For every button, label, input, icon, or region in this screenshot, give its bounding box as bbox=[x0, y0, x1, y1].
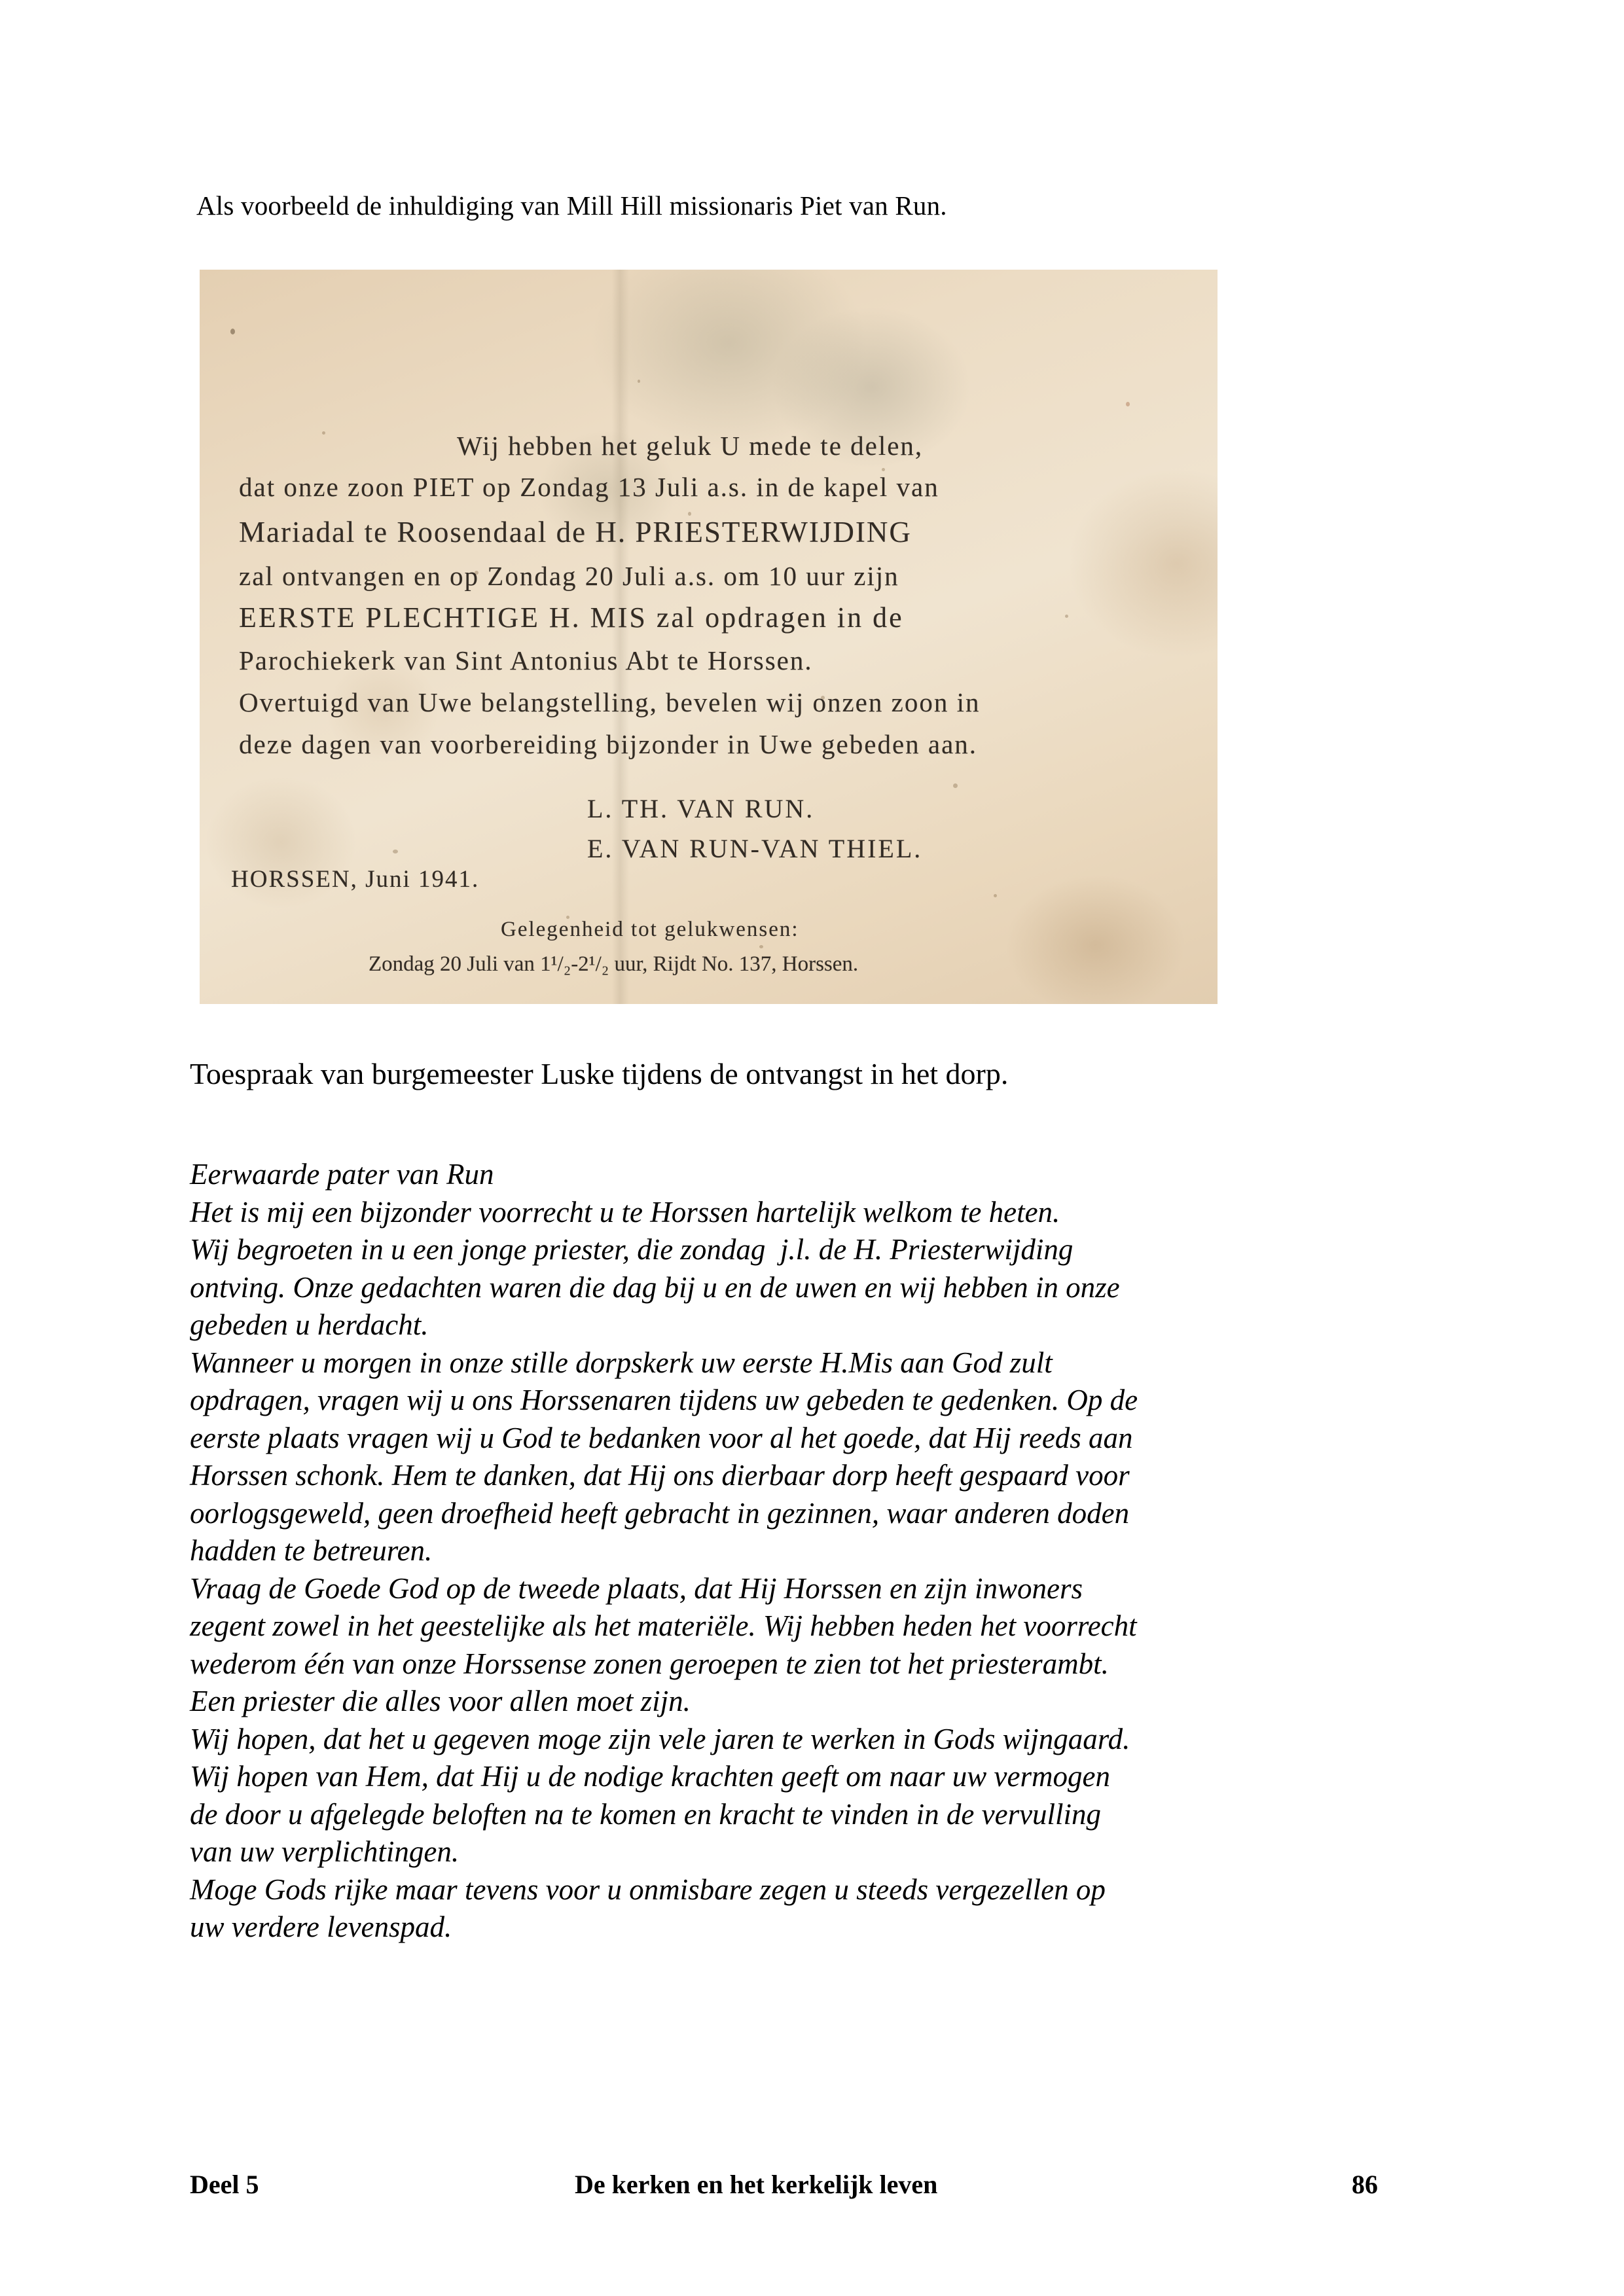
speech-line: Het is mij een bijzonder voorrecht u te Horssen hartelijk welkom te heten. bbox=[190, 1195, 1060, 1229]
ordination-invitation-card-image bbox=[200, 270, 1218, 1004]
speech-line: wederom één van onze Horssense zonen geroepen te zien tot het priesterambt. bbox=[190, 1647, 1109, 1680]
speech-line: zegent zowel in het geestelijke als het materiële. Wij hebben heden het voorrecht bbox=[190, 1609, 1137, 1642]
speech-line: oorlogsgeweld, geen droefheid heeft gebracht in gezinnen, waar anderen doden bbox=[190, 1496, 1130, 1530]
card-line-7: Overtuigd van Uwe belangstelling, bevelen wij onzen zoon in bbox=[239, 687, 981, 717]
speech-line: Horssen schonk. Hem te danken, dat Hij ons dierbaar dorp heeft gespaard voor bbox=[190, 1459, 1130, 1492]
card-line-5: EERSTE PLECHTIGE H. MIS zal opdragen in de bbox=[239, 601, 904, 634]
speech-heading: Toespraak van burgemeester Luske tijdens de ontvangst in het dorp. bbox=[190, 1057, 1009, 1090]
speech-line: Eerwaarde pater van Run bbox=[190, 1158, 494, 1191]
speech-line: Vraag de Goede God op de tweede plaats, dat Hij Horssen en zijn inwoners bbox=[190, 1571, 1083, 1605]
speech-body bbox=[190, 1156, 1303, 1946]
card-line-6: Parochiekerk van Sint Antonius Abt te Horssen. bbox=[239, 645, 813, 675]
speech-line: eerste plaats vragen wij u God te bedanken voor al het goede, dat Hij reeds aan bbox=[190, 1421, 1133, 1454]
footer-chapter-title: De kerken en het kerkelijk leven bbox=[575, 2170, 938, 2199]
footer-page-number: 86 bbox=[1352, 2170, 1378, 2199]
intro-line: Als voorbeeld de inhuldiging van Mill Hill missionaris Piet van Run. bbox=[196, 190, 947, 221]
card-congrats-details: Zondag 20 Juli van 1¹/₂-2¹/₂ uur, Rijdt No. 137, Horssen. bbox=[369, 952, 859, 976]
card-congrats-label: Gelegenheid tot gelukwensen: bbox=[501, 918, 799, 941]
card-signature-mother: E. VAN RUN-VAN THIEL. bbox=[587, 834, 923, 863]
card-line-8: deze dagen van voorbereiding bijzonder in Uwe gebeden aan. bbox=[239, 729, 978, 759]
page-footer bbox=[190, 2169, 1434, 2208]
speech-line: opdragen, vragen wij u ons Horssenaren tijdens uw gebeden te gedenken. Op de bbox=[190, 1384, 1138, 1416]
speech-line: Wanneer u morgen in onze stille dorpskerk uw eerste H.Mis aan God zult bbox=[190, 1346, 1053, 1379]
card-line-3: Mariadal te Roosendaal de H. PRIESTERWIJDING bbox=[239, 516, 912, 548]
card-place-date: HORSSEN, Juni 1941. bbox=[231, 866, 480, 893]
card-line-1: Wij hebben het geluk U mede te delen, bbox=[457, 431, 924, 461]
speech-line: Wij hopen van Hem, dat Hij u de nodige krachten geeft om naar uw vermogen bbox=[190, 1760, 1110, 1793]
speech-line: uw verdere levenspad. bbox=[190, 1910, 452, 1943]
card-line-4: zal ontvangen en op Zondag 20 Juli a.s. om 10 uur zijn bbox=[239, 561, 899, 591]
speech-line: gebeden u herdacht. bbox=[190, 1308, 429, 1341]
speech-line: de door u afgelegde beloften na te komen en kracht te vinden in de vervulling bbox=[190, 1797, 1102, 1831]
card-signature-father: L. TH. VAN RUN. bbox=[587, 794, 815, 823]
footer-part-label: Deel 5 bbox=[190, 2170, 259, 2199]
speech-line: hadden te betreuren. bbox=[190, 1534, 433, 1567]
speech-line: van uw verplichtingen. bbox=[190, 1835, 460, 1868]
speech-line: Wij hopen, dat het u gegeven moge zijn vele jaren te werken in Gods wijngaard. bbox=[190, 1722, 1130, 1755]
card-line-2: dat onze zoon PIET op Zondag 13 Juli a.s. in de kapel van bbox=[239, 472, 939, 502]
speech-line: Een priester die alles voor allen moet zijn. bbox=[190, 1685, 691, 1717]
speech-line: ontving. Onze gedachten waren die dag bij u en de uwen en wij hebben in onze bbox=[190, 1270, 1120, 1304]
speech-line: Wij begroeten in u een jonge priester, die zondag j.l. de H. Priesterwijding bbox=[190, 1233, 1074, 1266]
speech-line: Moge Gods rijke maar tevens voor u onmisbare zegen u steeds vergezellen op bbox=[190, 1873, 1106, 1906]
card-text-block bbox=[200, 270, 1218, 1004]
